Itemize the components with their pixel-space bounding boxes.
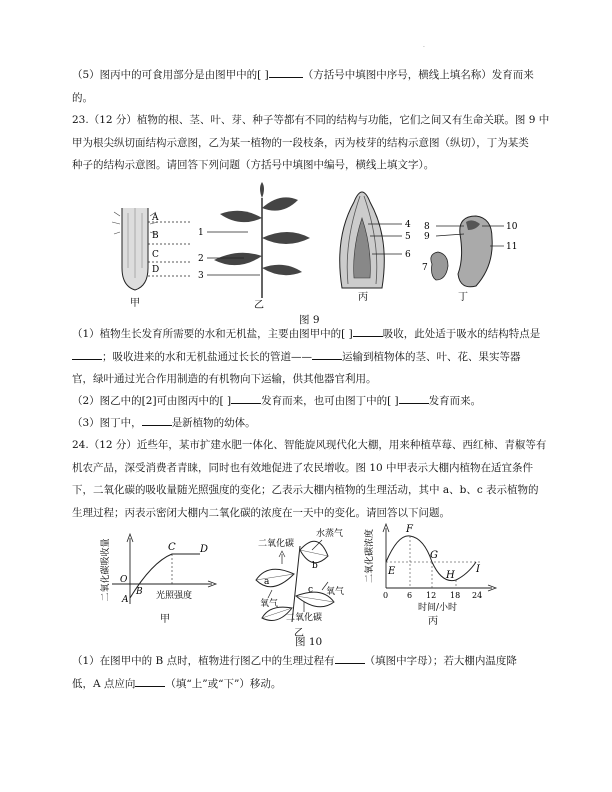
bud-diagram: [340, 192, 411, 303]
point-I: I: [476, 564, 480, 575]
ylabel-co2-conc: 二氧化碳浓度: [365, 528, 375, 584]
figure-9-caption: 图 9: [299, 314, 320, 326]
q24-intro: 24.（12 分）近些年，某市扩建水肥一体化、智能旋风现代化大棚，用来种植草莓、西红柿、青椒等有 机农产品，深受消费者青睐，同时也有效地促进了农民增收。图 10 中甲表示大棚内植物在适宜条件 下，二氧化碳的吸收量随光照强度的变化；乙表示大棚内植物的生理活动，其中 a、b、c 表示植物的 生理过程；丙表示密闭大棚内二氧化碳的浓度在一天中的变化。请回答以下问题。: [72, 439, 547, 519]
label-6: 6: [405, 250, 411, 260]
tick-12: 12: [426, 591, 437, 600]
caption-yi: 乙: [294, 628, 304, 637]
point-B: B: [136, 587, 143, 597]
answer-blank[interactable]: [399, 392, 429, 404]
label-7: 7: [422, 263, 428, 273]
branch-diagram: [198, 182, 310, 311]
caption-jia: 甲: [160, 614, 170, 625]
label-o2-right: 氧气: [326, 587, 345, 597]
point-C: C: [168, 542, 176, 553]
label-A: A: [152, 213, 159, 223]
tick-18: 18: [450, 591, 461, 600]
label-4: 4: [405, 220, 411, 230]
label-b: b: [312, 561, 318, 571]
label-a: a: [264, 577, 270, 587]
caption-ding: 丁: [458, 292, 468, 303]
answer-blank[interactable]: [312, 348, 342, 360]
label-o2-left: 氧气: [260, 599, 279, 609]
caption-bing: 丙: [428, 616, 438, 627]
point-O: O: [120, 575, 128, 585]
xlabel-time: 时间/小时: [418, 603, 458, 613]
answer-blank[interactable]: [269, 66, 303, 78]
seed-diagram: [422, 216, 518, 303]
ylabel-co2-absorb: 二氧化碳吸收量: [101, 538, 111, 602]
point-G: G: [430, 550, 438, 561]
q23-intro: 23.（12 分）植物的根、茎、叶、芽、种子等都有不同的结构与功能，它们之间又有生命关联。图 9 中 甲为根尖纵切面结构示意图，乙为某一植物的一段枝条，丙为枝芽的结构示意图（纵切），丁为某类 种子的结构示意图。请回答下列问题（方括号中填图中编号，横线上填文字）。: [72, 114, 550, 171]
figure-10-caption: 图 10: [295, 636, 323, 648]
label-3: 3: [198, 271, 204, 281]
label-C: C: [152, 250, 159, 260]
leaf-physiology-diagram: [256, 527, 344, 637]
caption-yi: 乙: [254, 300, 264, 311]
tick-6: 6: [407, 591, 413, 600]
label-D: D: [152, 265, 160, 275]
answer-blank[interactable]: [231, 392, 261, 404]
label-c: c: [308, 585, 314, 595]
label-B: B: [152, 231, 159, 241]
xlabel-light: 光照强度: [156, 591, 193, 601]
answer-blank[interactable]: [142, 414, 172, 426]
label-2: 2: [198, 254, 204, 264]
point-F: F: [406, 524, 413, 535]
label-co2-bottom: 二氧化碳: [286, 613, 323, 623]
label-8: 8: [424, 222, 430, 232]
point-H: H: [446, 570, 455, 581]
label-10: 10: [506, 222, 518, 232]
figure-10: [72, 522, 552, 637]
q22-part5: （5）图丙中的可食用部分是由图甲中的[ ] （方括号中填图中序号，横线上填名称）发育而来 的。: [72, 64, 552, 109]
q23-part1: （1）植物生长发育所需要的水和无机盐，主要由图甲中的[ ] 吸收，此处适于吸水的结构特点是 ；吸收进来的水和无机盐通过长长的管道—— 运输到植物体的茎、叶、花、果实等器 官，绿叶通过光合作用制造的有机物向下运输，供其他器官利用。: [72, 323, 552, 391]
scan-dot: ·: [423, 44, 425, 51]
caption-bing: 丙: [358, 292, 368, 303]
label-co2-top: 二氧化碳: [258, 539, 295, 549]
answer-blank[interactable]: [72, 348, 102, 360]
q24-part1: （1）在图甲中的 B 点时，植物进行图乙中的生理过程有 （填图中字母）；若大棚内温度降 低，A 点应向 （填“上”或“下”）移动。: [72, 650, 552, 695]
answer-blank[interactable]: [335, 652, 365, 664]
caption-jia: 甲: [130, 298, 140, 309]
answer-blank[interactable]: [353, 325, 383, 337]
q23-part2: （2）图乙中的[2]可由图丙中的[ ] 发育而来，也可由图丁中的[ ] 发育而来。: [72, 390, 552, 413]
label-9: 9: [424, 232, 430, 242]
label-vapor: 水蒸气: [316, 529, 344, 539]
q23-part3: （3）图丁中， 是新植物的幼体。: [72, 412, 552, 435]
tick-24: 24: [472, 591, 483, 600]
point-A: A: [122, 595, 129, 605]
figure-9: [72, 178, 552, 326]
label-5: 5: [405, 232, 411, 242]
point-E: E: [388, 566, 396, 577]
point-D: D: [200, 544, 209, 555]
label-1: 1: [198, 228, 204, 238]
root-tip-diagram: [112, 208, 192, 309]
label-11: 11: [506, 242, 518, 252]
co2-concentration-graph: [363, 524, 496, 627]
tick-0: 0: [383, 591, 389, 600]
co2-absorption-graph: [99, 534, 216, 625]
answer-blank[interactable]: [135, 675, 165, 687]
